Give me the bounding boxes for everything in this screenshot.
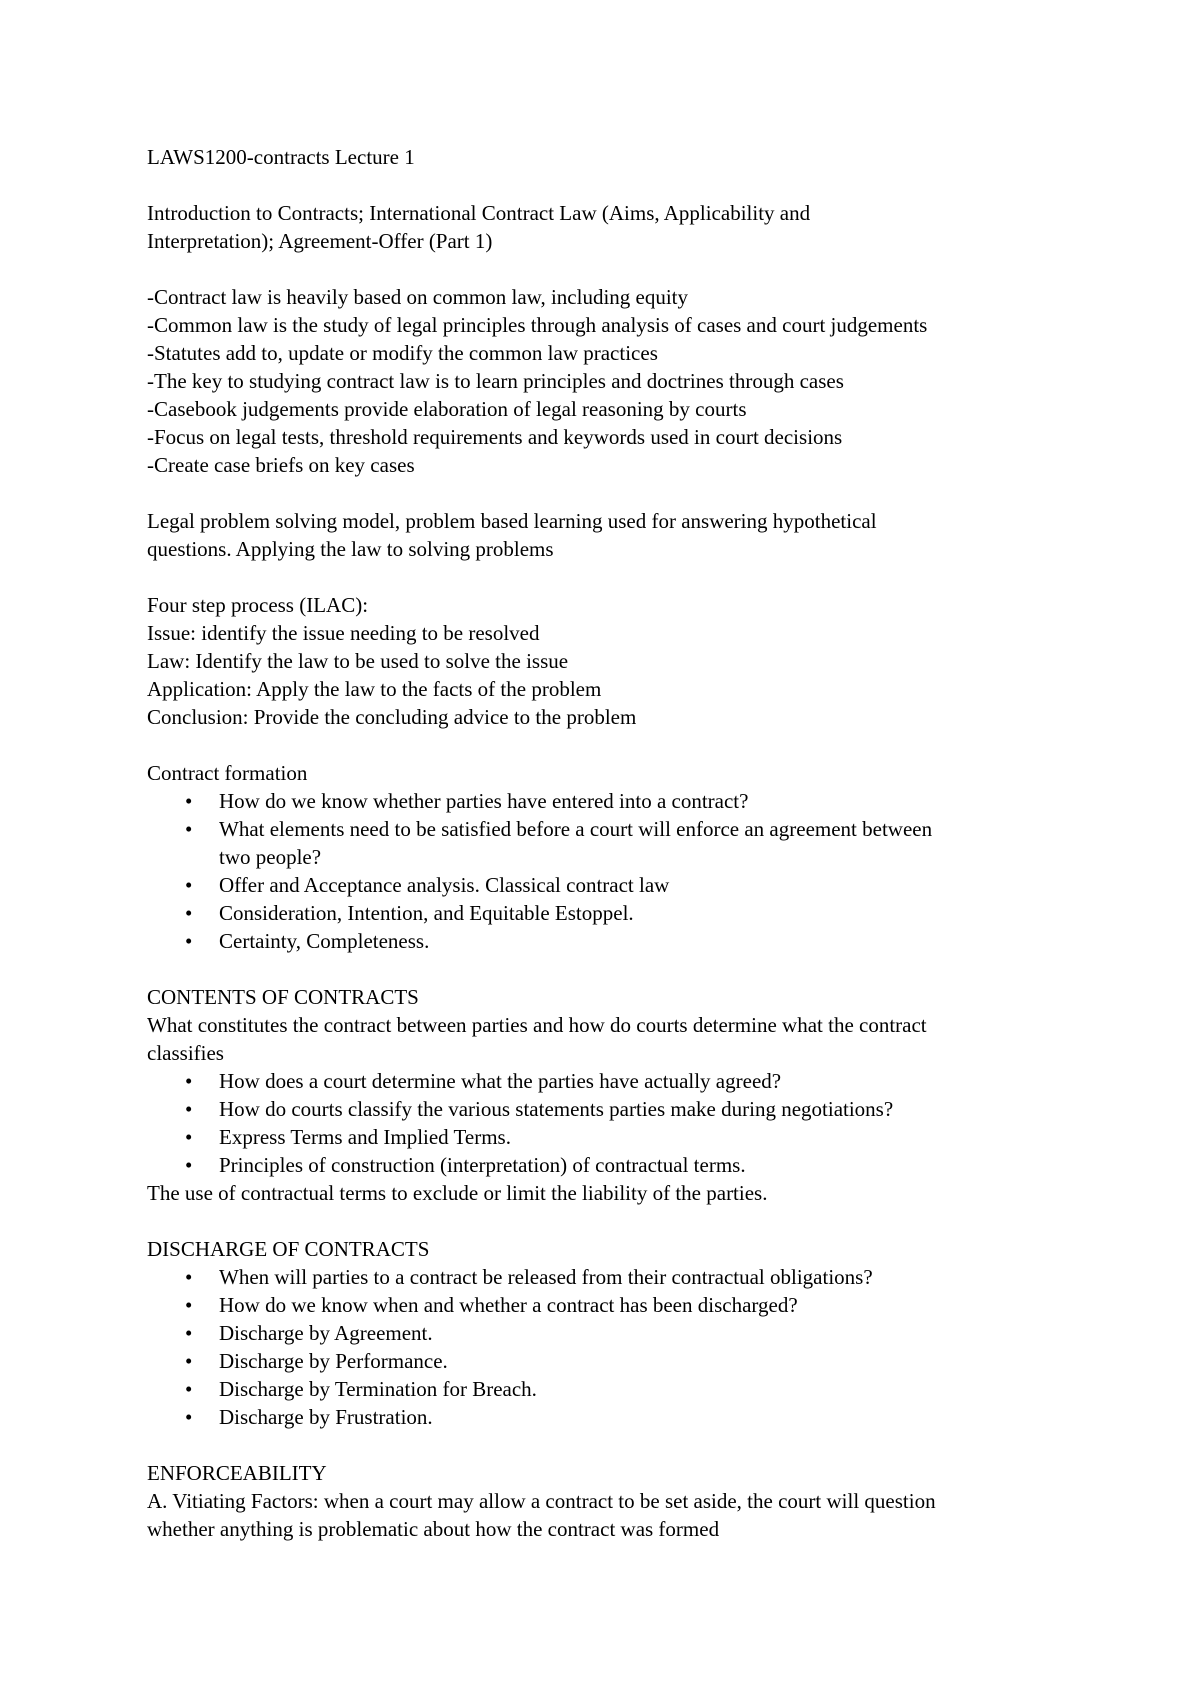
bullet-icon: • bbox=[185, 1293, 193, 1317]
subtitle-line: Interpretation); Agreement-Offer (Part 1) bbox=[147, 229, 493, 253]
intro-point: -Create case briefs on key cases bbox=[147, 453, 415, 477]
list-item-text: How do we know when and whether a contract has been discharged? bbox=[219, 1293, 798, 1317]
formation-section bbox=[147, 759, 1100, 955]
subtitle-line: Introduction to Contracts; International Contract Law (Aims, Applicability and bbox=[147, 201, 811, 225]
intro-point: -Statutes add to, update or modify the common law practices bbox=[147, 341, 658, 365]
list-item-text: Offer and Acceptance analysis. Classical contract law bbox=[219, 873, 670, 897]
list-item bbox=[147, 1095, 1100, 1123]
bullet-icon: • bbox=[185, 1125, 193, 1149]
list-item bbox=[147, 815, 1100, 871]
spacer bbox=[147, 255, 1100, 283]
bullet-icon: • bbox=[185, 873, 193, 897]
list-item bbox=[147, 1375, 1100, 1403]
ilac-step: Issue: identify the issue needing to be resolved bbox=[147, 621, 540, 645]
list-item-text: Discharge by Frustration. bbox=[219, 1405, 433, 1429]
document-title: LAWS1200-contracts Lecture 1 bbox=[147, 145, 415, 169]
spacer bbox=[147, 1431, 1100, 1459]
intro-point: -Focus on legal tests, threshold requirements and keywords used in court decisions bbox=[147, 425, 843, 449]
intro-points bbox=[147, 283, 1100, 479]
bullet-icon: • bbox=[185, 1097, 193, 1121]
bullet-icon: • bbox=[185, 1349, 193, 1373]
list-item-text: Discharge by Termination for Breach. bbox=[219, 1377, 537, 1401]
list-item bbox=[147, 1291, 1100, 1319]
problem-solving-line: Legal problem solving model, problem based learning used for answering hypothetical bbox=[147, 509, 877, 533]
spacer bbox=[147, 955, 1100, 983]
list-item bbox=[147, 1319, 1100, 1347]
contents-heading: CONTENTS OF CONTRACTS bbox=[147, 985, 419, 1009]
problem-solving-line: questions. Applying the law to solving problems bbox=[147, 537, 554, 561]
enforceability-section bbox=[147, 1459, 1100, 1543]
bullet-icon: • bbox=[185, 901, 193, 925]
bullet-icon: • bbox=[185, 1405, 193, 1429]
contents-intro-line: classifies bbox=[147, 1041, 224, 1065]
enforceability-line: whether anything is problematic about how the contract was formed bbox=[147, 1517, 720, 1541]
intro-point: -Casebook judgements provide elaboration of legal reasoning by courts bbox=[147, 397, 747, 421]
intro-point: -Contract law is heavily based on common law, including equity bbox=[147, 285, 689, 309]
ilac-step: Law: Identify the law to be used to solve the issue bbox=[147, 649, 569, 673]
list-item bbox=[147, 1123, 1100, 1151]
list-item-text: Express Terms and Implied Terms. bbox=[219, 1125, 511, 1149]
contents-section bbox=[147, 983, 1100, 1207]
contents-bullet-list bbox=[147, 1067, 1100, 1179]
list-item bbox=[147, 927, 1100, 955]
bullet-icon: • bbox=[185, 1265, 193, 1289]
spacer bbox=[147, 731, 1100, 759]
bullet-icon: • bbox=[185, 1321, 193, 1345]
list-item bbox=[147, 871, 1100, 899]
intro-point: -Common law is the study of legal principles through analysis of cases and court judgements bbox=[147, 313, 928, 337]
list-item bbox=[147, 899, 1100, 927]
list-item bbox=[147, 1403, 1100, 1431]
spacer bbox=[147, 479, 1100, 507]
bullet-icon: • bbox=[185, 1377, 193, 1401]
list-item-text: Consideration, Intention, and Equitable Estoppel. bbox=[219, 901, 634, 925]
bullet-icon: • bbox=[185, 1153, 193, 1177]
bullet-icon: • bbox=[185, 789, 193, 813]
list-item-text: When will parties to a contract be released from their contractual obligations? bbox=[219, 1265, 873, 1289]
list-item-text: How do courts classify the various statements parties make during negotiations? bbox=[219, 1097, 894, 1121]
list-item-text: What elements need to be satisfied before a court will enforce an agreement between bbox=[219, 817, 933, 841]
enforceability-heading: ENFORCEABILITY bbox=[147, 1461, 327, 1485]
list-item bbox=[147, 1067, 1100, 1095]
spacer bbox=[147, 171, 1100, 199]
list-item bbox=[147, 1347, 1100, 1375]
discharge-bullet-list bbox=[147, 1263, 1100, 1431]
intro-point: -The key to studying contract law is to learn principles and doctrines through cases bbox=[147, 369, 844, 393]
list-item-text: Certainty, Completeness. bbox=[219, 929, 430, 953]
discharge-heading: DISCHARGE OF CONTRACTS bbox=[147, 1237, 430, 1261]
bullet-icon: • bbox=[185, 817, 193, 841]
spacer bbox=[147, 1207, 1100, 1235]
ilac-step: Application: Apply the law to the facts of the problem bbox=[147, 677, 602, 701]
contents-intro-line: What constitutes the contract between parties and how do courts determine what the contract bbox=[147, 1013, 927, 1037]
contents-closing: The use of contractual terms to exclude or limit the liability of the parties. bbox=[147, 1181, 768, 1205]
list-item-text: How does a court determine what the parties have actually agreed? bbox=[219, 1069, 782, 1093]
ilac-step: Conclusion: Provide the concluding advice to the problem bbox=[147, 705, 637, 729]
list-item-text: two people? bbox=[219, 845, 322, 869]
discharge-section bbox=[147, 1235, 1100, 1431]
bullet-icon: • bbox=[185, 1069, 193, 1093]
ilac-heading: Four step process (ILAC): bbox=[147, 593, 369, 617]
list-item bbox=[147, 1263, 1100, 1291]
list-item-text: Discharge by Agreement. bbox=[219, 1321, 433, 1345]
list-item-text: Principles of construction (interpretation) of contractual terms. bbox=[219, 1153, 746, 1177]
formation-bullet-list bbox=[147, 787, 1100, 955]
enforceability-line: A. Vitiating Factors: when a court may allow a contract to be set aside, the court will question bbox=[147, 1489, 936, 1513]
spacer bbox=[147, 563, 1100, 591]
formation-heading: Contract formation bbox=[147, 761, 308, 785]
list-item bbox=[147, 787, 1100, 815]
ilac-section bbox=[147, 591, 1100, 731]
list-item bbox=[147, 1151, 1100, 1179]
list-item-text: Discharge by Performance. bbox=[219, 1349, 448, 1373]
list-item-text: How do we know whether parties have entered into a contract? bbox=[219, 789, 749, 813]
bullet-icon: • bbox=[185, 929, 193, 953]
